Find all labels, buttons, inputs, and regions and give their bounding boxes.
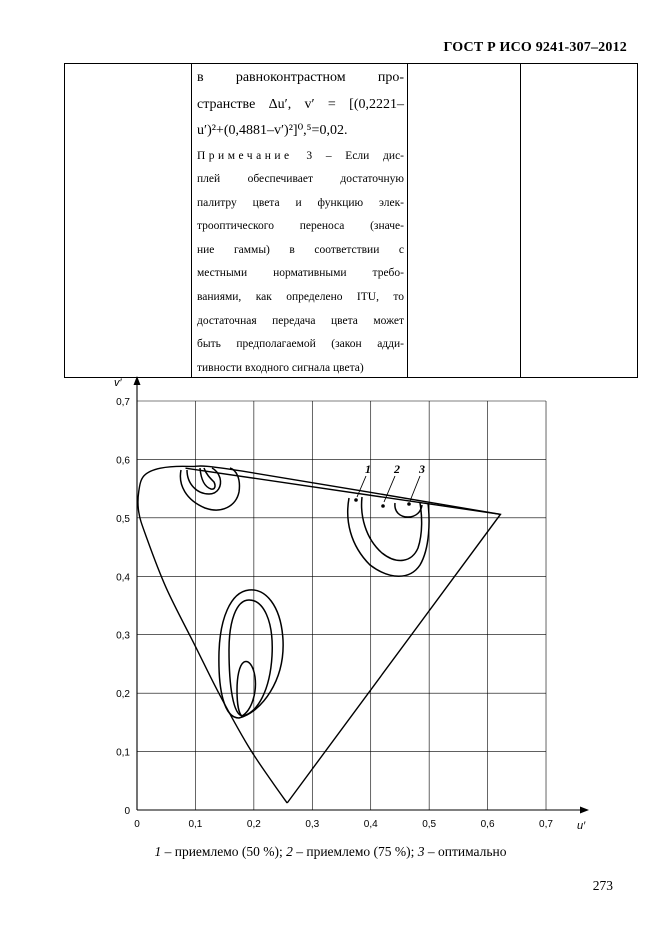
note-line: местными нормативными требо-: [197, 267, 404, 280]
figure-caption: [0, 844, 661, 860]
y-axis-label: v′: [114, 377, 122, 389]
page-number: 273: [592, 878, 613, 893]
y-tick-label: 0,3: [116, 630, 130, 642]
caption-number-3: 3: [417, 844, 425, 859]
note-text: 3 – Если дис-: [306, 149, 404, 162]
x-tick-label: 0,7: [539, 819, 553, 830]
y-tick-label: 0,6: [116, 455, 130, 467]
formula-line: u′)²+(0,4881–v′)²]⁰,⁵=0,02.: [197, 123, 348, 138]
formula-line: в равноконтрастном про-: [197, 70, 404, 85]
caption-text-2: – приемлемо (75 %);: [292, 844, 418, 859]
x-tick-label: 0,4: [363, 819, 378, 830]
x-tick-label: 0,1: [188, 819, 203, 830]
caption-text-1: – приемлемо (50 %);: [161, 844, 287, 859]
note-line: быть предполагаемой (закон адди-: [197, 338, 404, 351]
chart-axes: [134, 376, 590, 814]
x-tick-label: 0,6: [480, 819, 495, 830]
note-line: плей обеспечивает достаточную: [197, 173, 404, 186]
x-axis-label: u′: [577, 820, 586, 832]
x-axis-arrow: [580, 807, 589, 814]
leader-line-3: [410, 476, 420, 501]
x-tick-label: 0: [134, 819, 140, 830]
y-tick-label: 0,2: [116, 689, 130, 701]
tolerance-ellipse-right-outer: [348, 498, 429, 576]
x-tick-label: 0,5: [422, 819, 437, 830]
tolerance-ellipse-bottom-inner: [237, 662, 255, 716]
formula-line: странстве Δu′, v′ = [(0,2221–: [197, 96, 404, 112]
x-tick-label: 0,3: [305, 819, 320, 830]
caption-text-3: – оптимально: [424, 844, 507, 859]
y-tick-label: 0: [124, 806, 130, 817]
curve-dot-1: [354, 498, 358, 502]
note-label: Примечание: [197, 149, 293, 162]
y-tick-label: 0,1: [116, 747, 130, 759]
curve-dot-2: [381, 504, 385, 508]
curve-label-3: 3: [419, 462, 425, 476]
note-line: ние гаммы) в соответствии с: [197, 243, 404, 256]
y-axis-arrow: [134, 376, 141, 385]
document-header: ГОСТ Р ИСО 9241-307–2012: [443, 40, 627, 55]
gamut-triangle: [185, 468, 500, 803]
curve-label-2: 2: [394, 462, 400, 476]
y-tick-label: 0,5: [116, 513, 130, 525]
note-line: палитру цвета и функцию элек-: [197, 196, 404, 209]
curve-label-1: 1: [365, 462, 371, 476]
note-line: достаточная передача цвета может: [197, 314, 404, 327]
note-line: трооптического переноса (значе-: [197, 220, 404, 233]
x-tick-label: 0,2: [246, 819, 261, 830]
y-tick-label: 0,4: [116, 572, 130, 584]
note-line: ваниями, как определено ITU, то: [197, 291, 404, 304]
caption-number-2: 2: [286, 844, 293, 859]
tolerance-regions: [180, 468, 429, 718]
note-line: тивности входного сигнала цвета): [197, 361, 364, 374]
y-tick-label: 0,7: [116, 396, 130, 408]
curve-dot-3: [407, 502, 411, 506]
chart-grid: [137, 401, 546, 810]
caption-number-1: 1: [154, 844, 162, 859]
